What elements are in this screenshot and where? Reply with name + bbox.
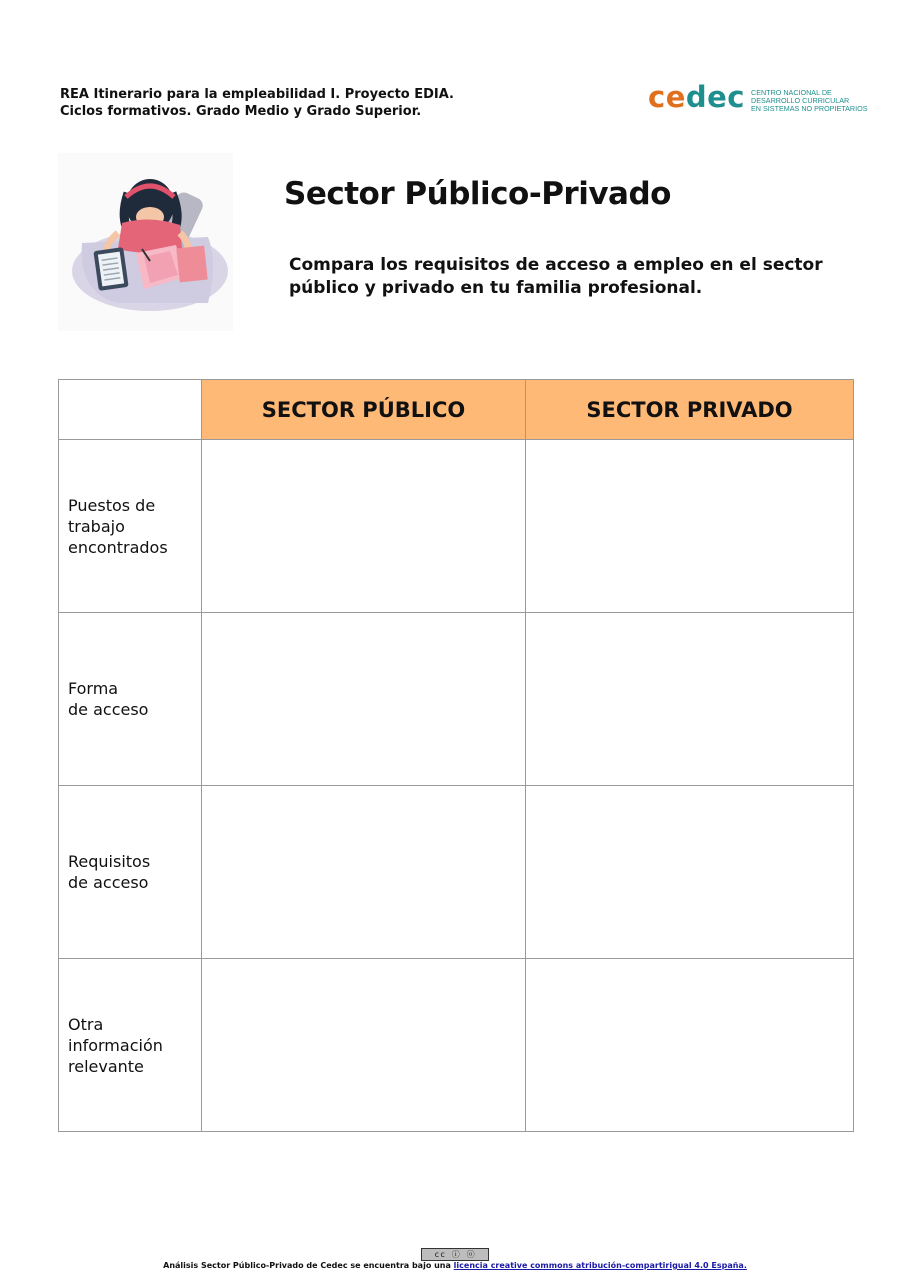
answer-cell-private-forma[interactable] — [526, 613, 854, 786]
row-label-requisitos — [59, 786, 202, 959]
row-label-line: relevante — [68, 1056, 144, 1076]
column-header-public: SECTOR PÚBLICO — [202, 380, 526, 440]
logo-wordmark — [648, 80, 745, 114]
instructions-line-2: público y privado en tu familia profesional. — [289, 278, 703, 298]
table-corner-cell — [59, 380, 202, 440]
row-label-line: Forma — [68, 679, 119, 698]
page-title: Sector Público-Privado — [284, 176, 671, 212]
row-label-line: Puestos de — [68, 495, 156, 515]
column-header-private: SECTOR PRIVADO — [526, 380, 854, 440]
table-row — [59, 613, 854, 786]
row-label-puestos — [59, 440, 202, 613]
answer-cell-private-otra[interactable] — [526, 959, 854, 1132]
row-label-line: trabajo — [68, 516, 125, 536]
row-label-forma — [59, 613, 202, 786]
table-row — [59, 440, 854, 613]
logo-subtitle — [751, 89, 881, 113]
header-line-1: REA Itinerario para la empleabilidad I. Proyecto EDIA. — [60, 87, 454, 102]
page-instructions — [289, 254, 859, 300]
logo-word-part2: dec — [685, 80, 745, 114]
logo-sub-line-2: DESARROLLO CURRICULAR — [751, 96, 850, 105]
row-label-line: información — [68, 1035, 163, 1055]
comparison-table — [58, 379, 854, 1132]
logo-sub-line-1: CENTRO NACIONAL DE — [751, 88, 832, 97]
logo-word-part1: ce — [648, 80, 686, 114]
instructions-line-1: Compara los requisitos de acceso a empleo en el sector — [289, 255, 823, 275]
table-row — [59, 959, 854, 1132]
license-text — [0, 1261, 910, 1270]
table-header-row — [59, 380, 854, 440]
license-statement: Análisis Sector Público-Privado de Cedec se encuentra bajo una — [163, 1261, 454, 1270]
row-label-line: de acceso — [68, 700, 149, 719]
student-studying-illustration — [58, 153, 233, 331]
license-footer — [0, 1242, 910, 1270]
header-line-2: Ciclos formativos. Grado Medio y Grado Superior. — [60, 104, 422, 119]
answer-cell-private-requisitos[interactable] — [526, 786, 854, 959]
row-label-line: de acceso — [68, 873, 149, 892]
table-row — [59, 786, 854, 959]
row-label-line: encontrados — [68, 537, 168, 557]
row-label-otra — [59, 959, 202, 1132]
answer-cell-public-requisitos[interactable] — [202, 786, 526, 959]
creative-commons-badge-icon[interactable]: cc ⓘ ⓞ — [421, 1248, 489, 1261]
answer-cell-public-puestos[interactable] — [202, 440, 526, 613]
row-label-line: Requisitos — [68, 852, 151, 871]
answer-cell-private-puestos[interactable] — [526, 440, 854, 613]
row-label-line: Otra — [68, 1014, 104, 1034]
answer-cell-public-forma[interactable] — [202, 613, 526, 786]
answer-cell-public-otra[interactable] — [202, 959, 526, 1132]
document-header — [60, 86, 454, 120]
illustration-svg — [58, 153, 233, 331]
logo-sub-line-3: EN SISTEMAS NO PROPIETARIOS — [751, 104, 868, 113]
license-link[interactable]: licencia creative commons atribución-compartirigual 4.0 España. — [453, 1261, 747, 1270]
